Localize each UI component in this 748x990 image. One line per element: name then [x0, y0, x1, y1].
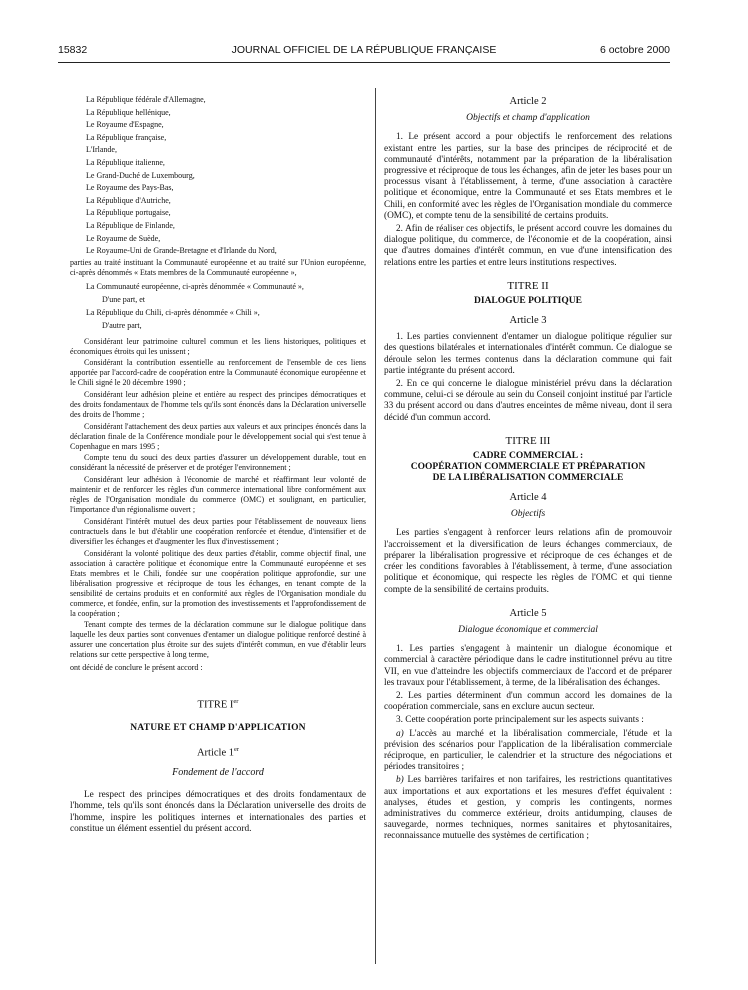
- country-item: Le Royaume de Suède,: [86, 233, 161, 243]
- article-2-paragraph-2: 2. Afin de réaliser ces objectifs, le présent accord couvre les domaines du dialogue politique, du commerce, de l'économie et de la coopération, ainsi que d'autres domaines d'intérêt commun, en vue d'une intensification des relations entre les parties et entre leurs institutions respectives.: [384, 224, 672, 268]
- titre-3-subject-line: COOPÉRATION COMMERCIALE ET PRÉPARATION: [410, 462, 646, 473]
- header-rule: [58, 62, 670, 63]
- considerant-paragraph: Considérant la contribution essentielle au renforcement de l'ensemble de ces liens apportée par l'accord-cadre de coopération entre la Communauté économique européenne et le Chili signé le 20 décembre 1990 ;: [70, 358, 366, 388]
- considerant-paragraph: Considérant leur adhésion pleine et entière au respect des principes démocratiques et des droits fondamentaux de l'homme tels qu'ils sont énoncés dans la Déclaration universelle des droits de l'homme ;: [70, 390, 366, 420]
- right-column: [384, 94, 672, 845]
- column-divider: [375, 88, 376, 964]
- country-list: [70, 94, 366, 258]
- country-item: La République de Finlande,: [86, 220, 175, 230]
- considerant-paragraph: Considérant leur patrimoine culturel commun et les liens historiques, politiques et économiques étroits qui les unissent ;: [70, 336, 366, 356]
- article-2-paragraph-1: 1. Le présent accord a pour objectifs le renforcement des relations existant entre les parties, sur la base des principes de réciprocité et de communauté d'intérêts, notamment par la préparation de la libéralisation progressive et réciproque de tous les échanges, afin de jeter les bases pour un processus visant à l'établissement, à terme, d'une association à caractère politique et économique, entre la Communauté et ses Etats membres et le Chili, en conformité avec les règles de l'Organisation mondiale du commerce (OMC), et compte tenu de la sensibilité de certains produits.: [384, 132, 672, 221]
- decided-line: ont décidé de conclure le présent accord :: [70, 663, 203, 673]
- titre-2-subject: DIALOGUE POLITIQUE: [474, 296, 582, 307]
- titre-1-label: TITRE I: [197, 699, 234, 711]
- item-a-label: a): [396, 728, 404, 739]
- considerants-list: [70, 337, 366, 661]
- article-4-subtitle: Objectifs: [510, 509, 546, 520]
- country-item: La République fédérale d'Allemagne,: [86, 95, 206, 104]
- titre-3-heading: TITRE III: [505, 434, 551, 447]
- considerant-paragraph: Considérant leur adhésion à l'économie de marché et réaffirmant leur volonté de maintenir et de renforcer les règles d'un commerce international libre conformément aux règles de l'Organisation mondiale du commerce (OMC) et soulignant, en particulier, l'importance d'un régionalisme ouvert ;: [70, 475, 366, 515]
- article-3-heading: Article 3: [509, 315, 547, 327]
- country-item: La République hellénique,: [86, 107, 171, 117]
- article-4-paragraph: Les parties s'engagent à renforcer leurs relations afin de promouvoir l'accroissement et la diversification de leurs échanges commerciaux, de préparer la libéralisation progressive et réciproque de ces échanges et de créer les conditions favorables à l'établissement, à terme, d'une association politique et économique, qui respecte les règles de l'OMC et qui tienne compte de la sensibilité de certains produits.: [384, 528, 672, 595]
- country-item: La République italienne,: [86, 157, 165, 167]
- considerant-paragraph: Compte tenu du souci des deux parties d'assurer un développement durable, tout en considérant la nécessité de préserver et de protéger l'environnement ;: [70, 453, 366, 473]
- country-item: L'Irlande,: [86, 145, 117, 155]
- country-item: La République portugaise,: [86, 208, 171, 218]
- article-1-label: Article 1: [196, 747, 234, 759]
- article-1-heading: [70, 745, 366, 759]
- publication-date: 6 octobre 2000: [599, 44, 670, 56]
- article-1-sup: er: [233, 745, 240, 753]
- considerant-paragraph: Tenant compte des termes de la déclaration commune sur le dialogue politique dans laquelle les deux parties sont convenues d'entamer un dialogue politique renforcé destiné à assurer une concertation plus étroite sur des sujets d'intérêt commun, en vue d'établir leurs relations sur cette perspective à long terme,: [70, 620, 366, 660]
- article-2-subtitle: Objectifs et champ d'application: [466, 113, 590, 124]
- parties-paragraph: parties au traité instituant la Communauté européenne et au traité sur l'Union européenne, ci-après dénommés « Etats membres de la Communauté européenne »,: [70, 257, 366, 277]
- titre-1-subject: NATURE ET CHAMP D'APPLICATION: [130, 722, 306, 733]
- article-1-subtitle: Fondement de l'accord: [172, 767, 264, 779]
- country-item: Le Royaume des Pays-Bas,: [86, 183, 174, 193]
- article-5-item-a: [384, 729, 672, 774]
- article-1-text: Le respect des principes démocratiques et des droits fondamentaux de l'homme, tels qu'ils sont énoncés dans la Déclaration universelle des droits de l'homme, inspire les politiques internes et internationales des parties et constitue un élément essentiel du présent accord.: [70, 790, 366, 834]
- country-item: La République d'Autriche,: [86, 195, 171, 205]
- item-b-text: Les barrières tarifaires et non tarifaires, les restrictions quantitatives aux importations et aux exportations et les mesures d'effet équivalent : analyses, études et gestion, y compris les contingents, normes administratives du commerce extérieur, droits antidumping, clauses de sauvegarde, normes techniques, normes sanitaires et phytosanitaires, reconnaissance mutuelle des systèmes de certification ;: [384, 775, 672, 842]
- article-5-paragraph-2: 2. Les parties déterminent d'un commun accord les domaines de la coopération commerciale, sans en exclure aucun secteur.: [384, 690, 672, 713]
- country-item: Le Grand-Duché de Luxembourg,: [86, 170, 195, 180]
- titre-3-subject-line: CADRE COMMERCIAL :: [472, 451, 584, 462]
- journal-title: JOURNAL OFFICIEL DE LA RÉPUBLIQUE FRANÇAISE: [231, 44, 497, 56]
- chili-paragraph: La République du Chili, ci-après dénommée « Chili »,: [86, 307, 260, 317]
- titre-3-subject-line: DE LA LIBÉRALISATION COMMERCIALE: [432, 473, 624, 484]
- titre-1-heading: [70, 697, 366, 711]
- article-4-heading: Article 4: [509, 492, 547, 504]
- page-number: 15832: [58, 44, 88, 56]
- item-a-text: L'accès au marché et la libéralisation commerciale, l'étude et la prévision des scénarios pour l'application de la libéralisation commerciale réciproque, en particulier, le calendrier et la structure des négociations et périodes transitoires ;: [384, 728, 673, 773]
- communaute-paragraph: La Communauté européenne, ci-après dénommée « Communauté »,: [86, 281, 304, 291]
- d-une-part: D'une part, et: [102, 294, 145, 304]
- article-2-heading: Article 2: [509, 96, 547, 107]
- considerant-paragraph: Considérant la volonté politique des deux parties d'établir, comme objectif final, une association à caractère politique et économique entre la Communauté européenne et ses Etats membres et le Chili, fondée sur une coopération politique approfondie, sur une libéralisation progressive et réciproque de tous les échanges, en tenant compte de la sensibilité de certains produits et en conformité aux règles de l'Organisation mondiale du commerce, et fondée, enfin, sur la promotion des investissements et l'approfondissement de la coopération ;: [70, 548, 366, 618]
- article-5-paragraph-1: 1. Les parties s'engagent à maintenir un dialogue économique et commercial à caractère périodique dans le cadre institutionnel prévu au titre VII, en vue d'atteindre les objectifs commerciaux de l'accord et de préparer les travaux pour l'établissement, à terme, de la libéralisation des échanges.: [384, 644, 672, 688]
- article-3-paragraph-1: 1. Les parties conviennent d'entamer un dialogue politique régulier sur des questions bilatérales et internationales d'intérêt commun. Ce dialogue se déroule selon les termes contenus dans la déclaration commune qui fait partie intégrante du présent accord.: [384, 332, 672, 376]
- country-item: Le Royaume d'Espagne,: [86, 120, 164, 130]
- country-item: La République française,: [86, 132, 167, 142]
- article-3-paragraph-2: 2. En ce qui concerne le dialogue ministériel prévu dans la déclaration commune, celui-ci se déroule au sein du Conseil conjoint institué par l'article 33 du présent accord ou dans d'autres enceintes de même niveau, dont il sera décidé d'un commun accord.: [384, 379, 672, 423]
- article-5-item-b: [384, 775, 672, 842]
- article-5-heading: Article 5: [509, 607, 547, 619]
- country-item: Le Royaume-Uni de Grande-Bretagne et d'Irlande du Nord,: [86, 246, 277, 256]
- considerant-paragraph: Considérant l'attachement des deux parties aux valeurs et aux principes énoncés dans la déclaration finale de la Conférence mondiale pour le développement social qui s'est tenue à Copenhague en mars 1995 ;: [70, 421, 366, 451]
- d-autre-part: D'autre part,: [102, 320, 142, 330]
- page-header: [58, 44, 670, 58]
- item-b-label: b): [396, 775, 404, 786]
- titre-3-subject: [384, 451, 672, 484]
- titre-2-heading: TITRE II: [507, 279, 549, 292]
- article-5-subtitle: Dialogue économique et commercial: [458, 624, 598, 635]
- left-column: [70, 94, 366, 835]
- considerant-paragraph: Considérant l'intérêt mutuel des deux parties pour l'établissement de nouveaux liens contractuels dans le but d'établir une coopération renforcée et étendue, d'intensifier et de diversifier les échanges et d'augmenter les flux d'investissement ;: [70, 516, 366, 546]
- article-5-paragraph-3: 3. Cette coopération porte principalement sur les aspects suivants :: [396, 715, 644, 726]
- titre-1-sup: er: [233, 698, 239, 706]
